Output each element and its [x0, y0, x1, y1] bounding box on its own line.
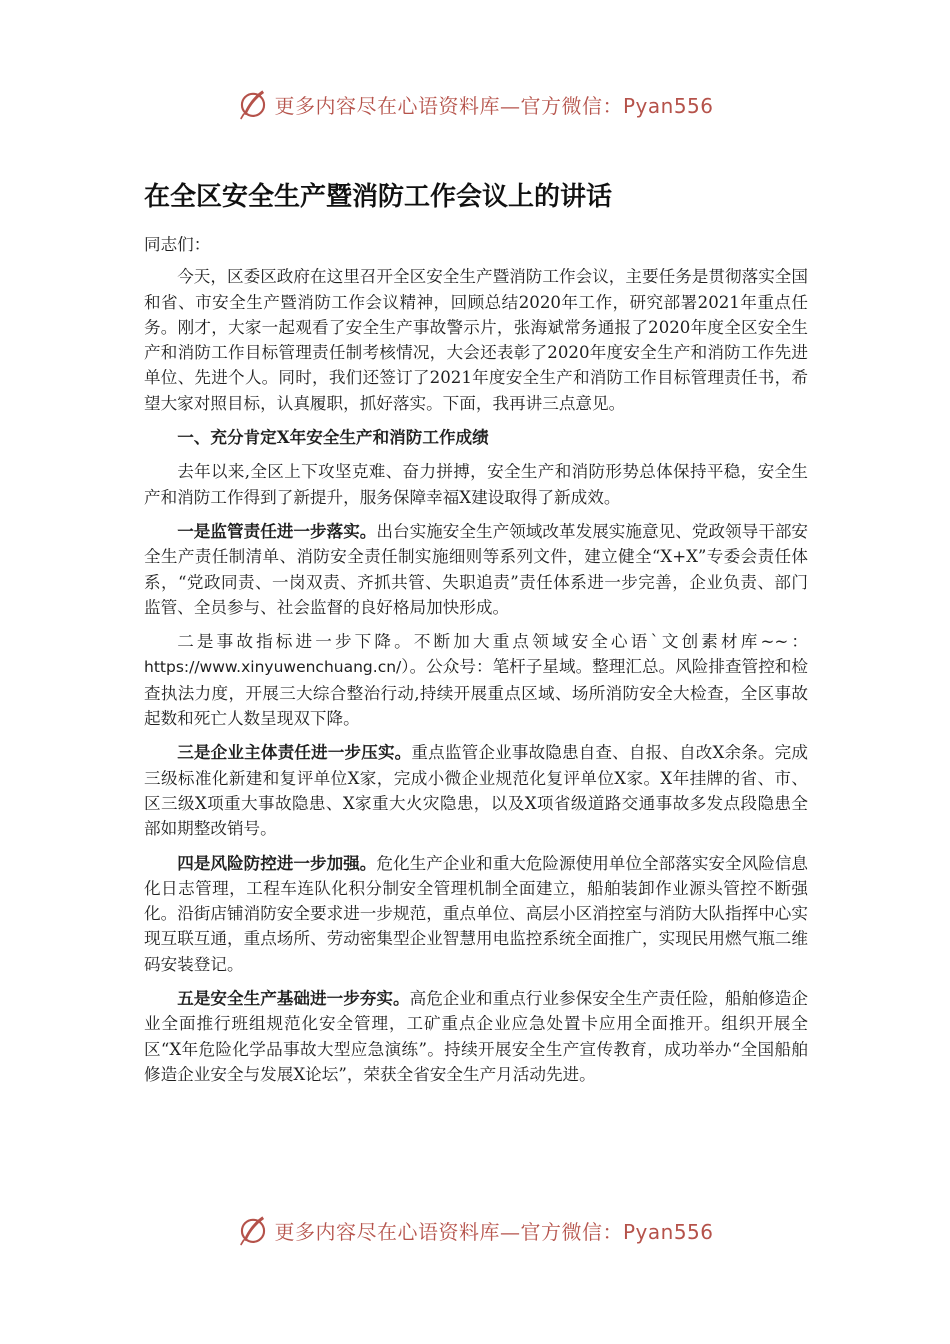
quill-logo-icon [236, 1213, 270, 1247]
header-banner [0, 82, 950, 126]
section-intro-paragraph: 去年以来,全区上下攻坚克难、奋力拼搏，安全生产和消防形势总体保持平稳，安全生产和消防工作得到了新提升，服务保障幸福X建设取得了新成效。 [144, 462, 808, 507]
banner-text: 更多内容尽在心语资料库—官方微信：Pyan556 [274, 1219, 714, 1244]
point-body-4: 危化生产企业和重大危险源使用单位全部落实安全风险信息化日志管理，工程车连队化积分制安全管理机制全面建立，船舶装卸作业源头管控不断强化。沿街店铺消防安全要求进一步规范，重点单位、高层小区消控室与消防大队指挥中心实现互联互通，重点场所、劳动密集型企业智慧用电监控系统全面推广，实现民用燃气瓶二维码安装登记。 [144, 853, 809, 974]
wechat-id: Pyan556 [622, 93, 714, 118]
section-heading: 一、充分肯定X年安全生产和消防工作成绩 [177, 427, 489, 448]
point-body-3: 重点监管企业事故隐患自查、自报、自改X余条。完成三级标准化新建和复评单位X家，完成小微企业规范化复评单位X家。X年挂牌的省、市、区三级X项重大事故隐患、X家重大火灾隐患，以及X项省级道路交通事故多发点段隐患全部如期整改销号。 [144, 743, 809, 839]
point-paragraph-1 [144, 519, 808, 620]
intro-paragraph: 今天，区委区政府在这里召开全区安全生产暨消防工作会议，主要任务是贯彻落实全国和省、市安全生产暨消防工作会议精神，回顾总结2020年工作，研究部署2021年重点任务。刚才，大家一起观看了安全生产事故警示片，张海斌常务通报了2020年度全区安全生产和消防工作目标管理责任制考核情况，大会还表彰了2020年度安全生产和消防工作先进单位、先进个人。同时，我们还签订了2021年度安全生产和消防工作目标管理责任书，希望大家对照目标，认真履职，抓好落实。下面，我再讲三点意见。 [144, 267, 808, 413]
point-text-2b: ）。公众号：笔杆子星域。整理汇总。风险排查管控和检查执法力度，开展三大综合整治行动,持续开展重点区域、场所消防安全大检查，全区事故起数和死亡人数呈现双下降。 [144, 657, 808, 729]
wechat-id: Pyan556 [622, 1219, 714, 1244]
footer-banner [0, 1208, 950, 1252]
document-title: 在全区安全生产暨消防工作会议上的讲话 [144, 182, 613, 212]
point-paragraph-3 [144, 740, 808, 841]
point-paragraph-4 [144, 851, 808, 977]
banner-text: 更多内容尽在心语资料库—官方微信：Pyan556 [274, 93, 714, 118]
point-lead-4: 四是风险防控进一步加强。 [177, 852, 377, 873]
document-body [144, 232, 808, 1096]
point-body-5: 高危企业和重点行业参保安全生产责任险，船舶修造企业全面推行班组规范化安全管理，工矿重点企业应急处置卡应用全面推开。组织开展全区“X年危险化学品事故大型应急演练”。持续开展安全生产宣传教育，成功举办“全国船舶修造企业安全与发展X论坛”，荣获全省安全生产月活动先进。 [144, 989, 808, 1084]
point-text-2a: 二是事故指标进一步下降。不断加大重点领域安全心语`文创素材库~~： [177, 632, 808, 652]
salutation: 同志们： [144, 235, 211, 254]
point-lead-1: 一是监管责任进一步落实。 [177, 520, 377, 541]
point-paragraph-2 [144, 629, 808, 731]
point-lead-3: 三是企业主体责任进一步压实。 [177, 742, 412, 763]
source-url: https://www.xinyuwenchuang.cn/ [144, 658, 402, 677]
quill-logo-icon [236, 87, 270, 121]
point-body-1: 出台实施安全生产领域改革发展实施意见、党政领导干部安全生产责任制清单、消防安全责任制实施细则等系列文件，建立健全“X+X”专委会责任体系，“党政同责、一岗双责、齐抓共管、失职追责”责任体系进一步完善，企业负责、部门监管、全员参与、社会监督的良好格局加快形成。 [144, 521, 809, 617]
point-paragraph-5 [144, 986, 808, 1087]
point-lead-5: 五是安全生产基础进一步夯实。 [177, 988, 410, 1009]
